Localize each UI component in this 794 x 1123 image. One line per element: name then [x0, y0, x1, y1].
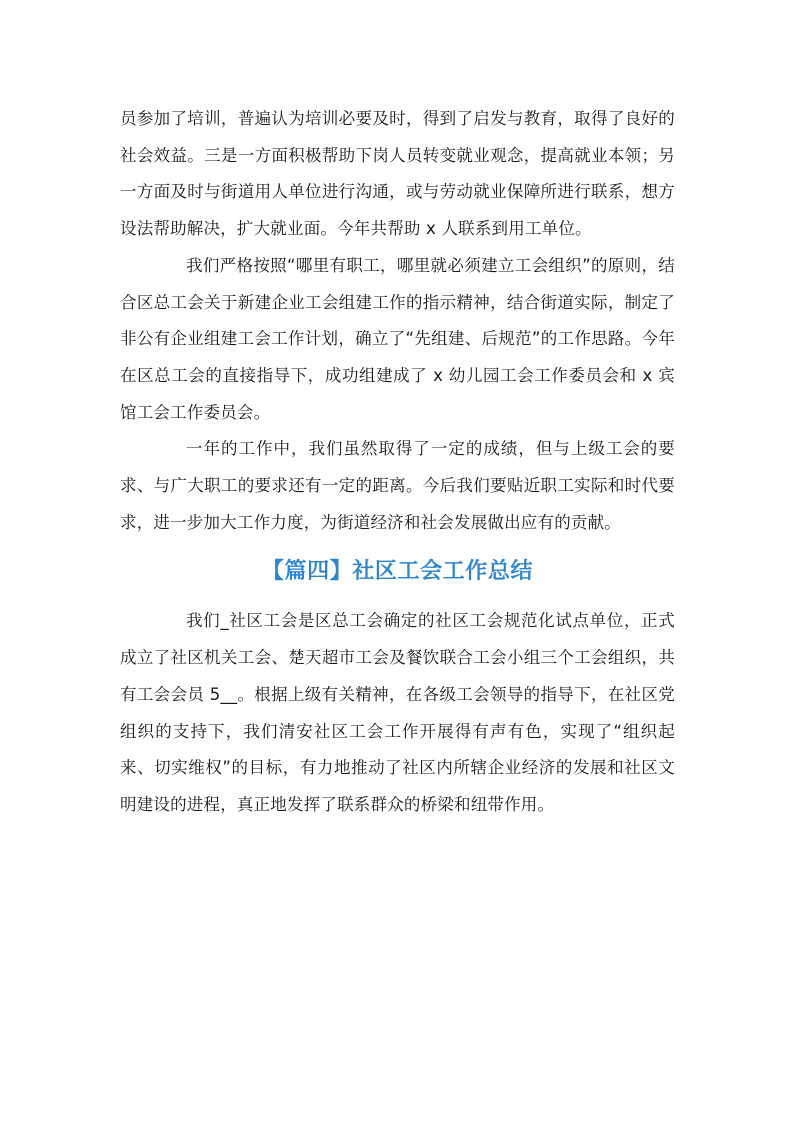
body-paragraph-community-union: 我们_社区工会是区总工会确定的社区工会规范化试点单位，正式成立了社区机关工会、楚天超市工会及餐饮联合工会小组三个工会组织，共有工会会员 5__。根据上级有关精神，在各级工会领导的指导下，在社区党组织的支持下，我们清安社区工会工作开展得有声有色，实现了“组织起来、切实维权”的目标，有力地推动了社区内所辖企业经济的发展和社区文明建设的进程，真正地发挥了联系群众的桥梁和纽带作用。 — [120, 611, 675, 814]
body-paragraph-year-summary: 一年的工作中，我们虽然取得了一定的成绩，但与上级工会的要求、与广大职工的要求还有一定的距离。今后我们要贴近职工实际和时代要求，进一步加大工作力度，为街道经济和社会发展做出应有的贡献。 — [120, 439, 675, 532]
body-paragraph-union-formation: 我们严格按照“哪里有职工，哪里就必须建立工会组织”的原则，结合区总工会关于新建企业工会组建工作的指示精神，结合街道实际，制定了非公有企业组建工会工作计划，确立了“先组建、后规范”的工作思路。今年在区总工会的直接指导下，成功组建成了 x 幼儿园工会工作委员会和 x 宾馆工会工作委员会。 — [120, 255, 675, 422]
document-body — [120, 101, 675, 824]
body-paragraph-continued: 员参加了培训，普遍认为培训必要及时，得到了启发与教育，取得了良好的社会效益。三是一方面积极帮助下岗人员转变就业观念，提高就业本领；另一方面及时与街道用人单位进行沟通，或与劳动就业保障所进行联系，想方设法帮助解决，扩大就业面。今年共帮助 x 人联系到用工单位。 — [120, 109, 675, 239]
section-heading: 【篇四】社区工会工作总结 — [261, 559, 534, 585]
